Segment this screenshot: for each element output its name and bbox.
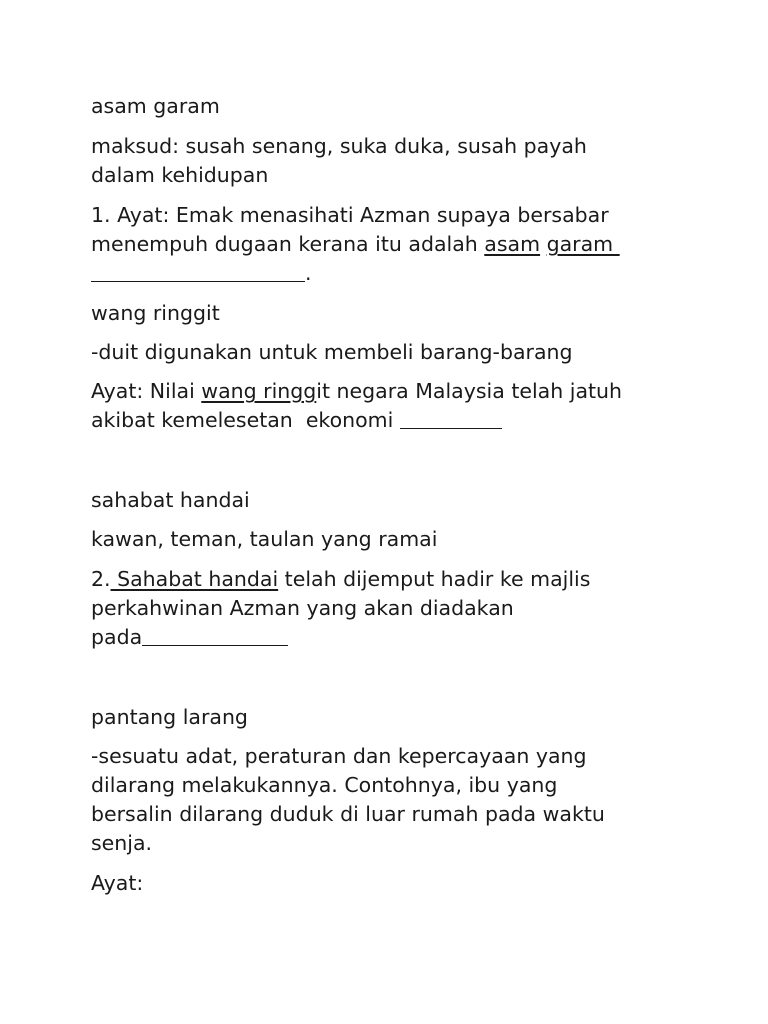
meaning-wang-ringgit: -duit digunakan untuk membeli barang-barang — [91, 340, 573, 364]
term-wang-ringgit: wang ringgit — [91, 301, 220, 325]
answer-blank — [142, 644, 288, 646]
meaning-pantang-larang-line4: senja. — [91, 831, 153, 855]
sentence-text: menempuh dugaan kerana itu adalah — [91, 232, 485, 256]
sentence-wang-ringgit-line2 — [91, 406, 711, 435]
meaning-sahabat-handai: kawan, teman, taulan yang ramai — [91, 527, 438, 551]
sentence-end: . — [305, 261, 312, 285]
sentence-start: Ayat: Nilai — [91, 379, 202, 403]
sentence-text: pada — [91, 625, 143, 649]
sentence-asam-garam-line2 — [91, 230, 711, 259]
sentence-number: 2. — [91, 567, 111, 591]
term-asam-garam: asam garam — [91, 94, 220, 118]
answer-blank — [400, 427, 502, 429]
sentence-rest: it negara Malaysia telah jatuh — [316, 379, 623, 403]
sentence-wang-ringgit-line1 — [91, 377, 711, 406]
term-pantang-larang: pantang larang — [91, 705, 248, 729]
sentence-asam-garam-line3 — [91, 259, 711, 288]
underlined-wang-ringgit: wang ringg — [201, 379, 317, 403]
sentence-text: akibat kemelesetan ekonomi — [91, 408, 400, 432]
meaning-asam-garam-line2: dalam kehidupan — [91, 163, 269, 187]
term-sahabat-handai: sahabat handai — [91, 488, 250, 512]
meaning-asam-garam-line1: maksud: susah senang, suka duka, susah payah — [91, 134, 587, 158]
underlined-asam: asam — [484, 232, 541, 256]
sentence-rest: telah dijemput hadir ke majlis — [278, 567, 591, 591]
meaning-pantang-larang-line2: dilarang melakukannya. Contohnya, ibu yang — [91, 773, 558, 797]
underlined-sahabat-handai: Sahabat handai — [110, 567, 279, 591]
sentence-asam-garam-line1: 1. Ayat: Emak menasihati Azman supaya bersabar — [91, 203, 609, 227]
underlined-garam: garam — [546, 232, 620, 256]
sentence-sahabat-handai-line3 — [91, 623, 711, 652]
sentence-sahabat-handai-line2: perkahwinan Azman yang akan diadakan — [91, 596, 514, 620]
sentence-label: Ayat: — [91, 871, 144, 895]
meaning-pantang-larang-line3: bersalin dilarang duduk di luar rumah pada waktu — [91, 802, 605, 826]
answer-blank — [91, 280, 305, 282]
sentence-sahabat-handai-line1 — [91, 565, 711, 594]
meaning-pantang-larang-line1: -sesuatu adat, peraturan dan kepercayaan yang — [91, 744, 587, 768]
